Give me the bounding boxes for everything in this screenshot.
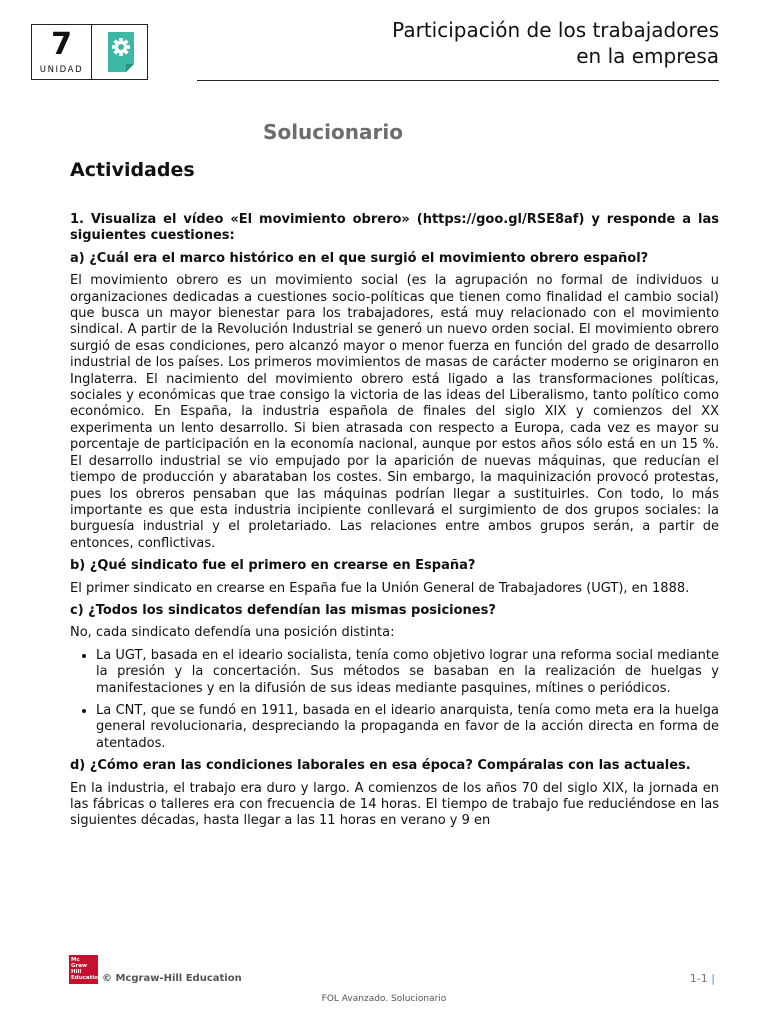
book-title-footer: FOL Avanzado. Solucionario	[321, 994, 447, 1004]
document-body	[70, 212, 719, 836]
bullet-list	[70, 648, 719, 752]
chapter-title	[392, 17, 719, 69]
answer-paragraph: En la industria, el trabajo era duro y largo. A comienzos de los años 70 del siglo XIX, la jornada en las fábricas o talleres era con frecuencia de 14 horas. El tiempo de trabajo fue reduciéndose en las siguientes décadas, hasta llegar a las 11 horas en verano y 9 en	[70, 780, 719, 829]
question-heading: a) ¿Cuál era el marco histórico en el que surgió el movimiento obrero español?	[70, 250, 649, 266]
copyright-notice: © Mcgraw-Hill Education	[102, 973, 242, 984]
unit-badge	[31, 24, 92, 80]
unit-icon-box	[92, 24, 148, 80]
chapter-title-line2: en la empresa	[576, 44, 719, 68]
answer-paragraph: El movimiento obrero es un movimiento social (es la agrupación no formal de individuos u organizaciones dedicadas a cuestiones socio-políticas que tienen como finalidad el cambio social) que busca un mayor bienestar para los trabajadores, está muy relacionado con el movimiento sindical. A partir de la Revolución Industrial se generó un nuevo orden social. El movimiento obrero surgió de esas condiciones, pero alcanzó mayor o menor fuerza en función del grado de desarrollo industrial de los países. Los primeros movimientos de masas de carácter moderno se originaron en Inglaterra. El nacimiento del movimiento obrero está ligado a las transformaciones políticas, sociales y económicas que trae consigo la victoria de las ideas del Liberalismo, tanto político como económico. En España, la industria española de finales del siglo XIX y comienzos del XX experimenta un lento desarrollo. Si bien atrasada con respecto a Europa, cada vez es mayor su porcentaje de participación en la economía nacional, aunque por estos años sólo está en un 15 %. El desarrollo industrial se vio empujado por la aparición de nuevas máquinas, que reducían el tiempo de producción y abarataban los costes. Sin embargo, la maquinización provocó protestas, pues los obreros pensaban que las máquinas podrían llegar a sustituirles. Con todo, lo más importante es que esta industria incipiente conllevará el surgimiento de dos grupos sociales: la burguesía industrial y el proletariado. Las relaciones entre ambos grupos serán, a partir de entonces, conflictivas.	[70, 273, 719, 551]
page-number	[690, 972, 715, 985]
answer-paragraph: El primer sindicato en crearse en España fue la Unión General de Trabajadores (UGT), en 1888.	[70, 580, 690, 596]
question-heading: c) ¿Todos los sindicatos defendían las mismas posiciones?	[70, 602, 496, 618]
subsection-title: Actividades	[70, 159, 195, 181]
question-heading: 1. Visualiza el vídeo «El movimiento obrero» (https://goo.gl/RSE8af) y responde a las siguientes cuestiones:	[70, 212, 719, 244]
page-number-text: 1-1	[689, 972, 708, 985]
publisher-logo: Mc Graw Hill Education	[69, 955, 98, 984]
page-number-bar: |	[711, 972, 715, 985]
unit-label: UNIDAD	[39, 65, 84, 75]
question-heading: d) ¿Cómo eran las condiciones laborales en esa época? Compáralas con las actuales.	[70, 758, 691, 774]
gear-document-icon	[108, 32, 134, 72]
section-title	[0, 120, 768, 144]
question-heading: b) ¿Qué sindicato fue el primero en crearse en España?	[70, 558, 476, 574]
unit-number: 7	[51, 27, 72, 62]
chapter-title-line1: Participación de los trabajadores	[392, 18, 719, 42]
list-item: • La CNT, que se fundó en 1911, basada en el ideario anarquista, tenía como meta era la huelga general revolucionaria, despreciando la propaganda en favor de la acción directa en forma de atentados.	[96, 703, 719, 752]
list-item: • La UGT, basada en el ideario socialista, tenía como objetivo lograr una reforma social mediante la presión y la concertación. Sus métodos se basaban en la realización de huelgas y manifestaciones y en la difusión de sus ideas mediante pasquines, mítines o periódicos.	[96, 648, 719, 697]
header-divider	[197, 80, 719, 81]
answer-paragraph: No, cada sindicato defendía una posición distinta:	[70, 625, 395, 641]
section-title-text: Solucionario	[263, 120, 403, 144]
